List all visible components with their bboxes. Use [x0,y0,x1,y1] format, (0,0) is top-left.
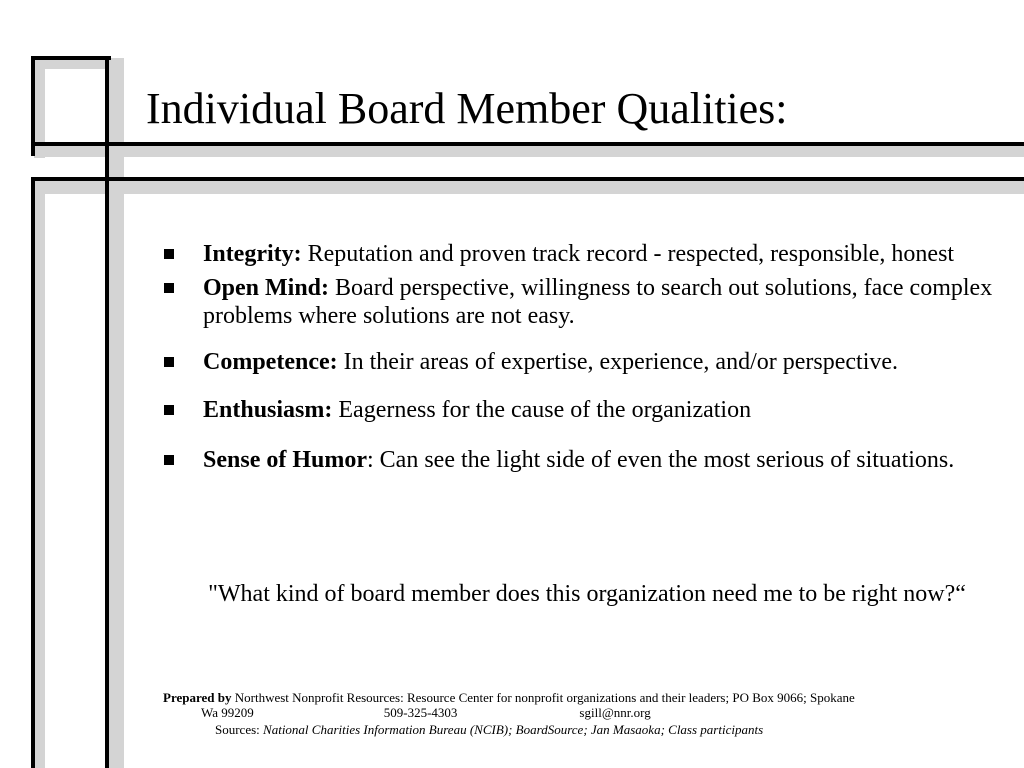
bullet-integrity [164,240,994,268]
footer-prepared-line [163,690,1003,705]
sources-text: National Charities Information Bureau (NCIB); BoardSource; Jan Masaoka; Class participants [263,722,764,737]
qualities-list [164,240,994,474]
bullet-text: Board perspective, willingness to search out solutions, face complex problems where solutions are not easy. [203,275,993,329]
prepared-text: Northwest Nonprofit Resources: Resource Center for nonprofit organizations and their leaders; PO Box 9066; Spokane [231,690,855,705]
bullet-square-icon [164,283,174,293]
sources-label: Sources: [215,722,264,737]
bullet-term: Competence: [203,349,338,375]
bullet-competence [164,348,994,376]
frame-grey-horizontal-bottom [34,181,1024,194]
bullet-square-icon [164,455,174,465]
phone: 509-325-4303 [383,705,458,720]
frame-black-left-upper [31,56,35,156]
frame-grey-left-lower [34,181,45,768]
bullet-text: Eagerness for the cause of the organization [332,397,752,423]
bullet-open-mind [164,274,994,330]
frame-black-line-lower [31,177,1024,181]
closing-quote: "What kind of board member does this organization need me to be right now?“ [208,581,966,607]
bullet-square-icon [164,405,174,415]
bullet-term: Enthusiasm: [203,397,333,423]
frame-grey-vertical [108,58,124,768]
frame-grey-horizontal-top [34,146,1024,157]
slide-title: Individual Board Member Qualities: [146,84,788,133]
frame-black-left-lower [31,177,35,768]
bullet-term: Integrity: [203,241,302,267]
prepared-label: Prepared by [163,690,232,705]
footer-sources-line [163,722,1003,737]
bullet-text: In their areas of expertise, experience, and/or perspective. [337,349,899,375]
bullet-text: Reputation and proven track record - respected, responsible, honest [301,241,955,267]
bullet-text: : Can see the light side of even the most serious of situations. [367,447,955,473]
bullet-term: Sense of Humor [203,447,367,473]
bullet-square-icon [164,249,174,259]
bullet-sense-of-humor [164,446,994,474]
frame-black-top [31,56,111,60]
address-cont: Wa 99209 [201,705,254,720]
frame-black-vertical [105,60,109,768]
bullet-square-icon [164,357,174,367]
footer-credits [163,690,1003,737]
bullet-term: Open Mind: [203,275,330,301]
frame-black-line-title [31,142,1024,146]
footer-contact-line [163,705,1003,720]
email: sgill@nnr.org [579,705,651,720]
bullet-enthusiasm [164,396,994,424]
